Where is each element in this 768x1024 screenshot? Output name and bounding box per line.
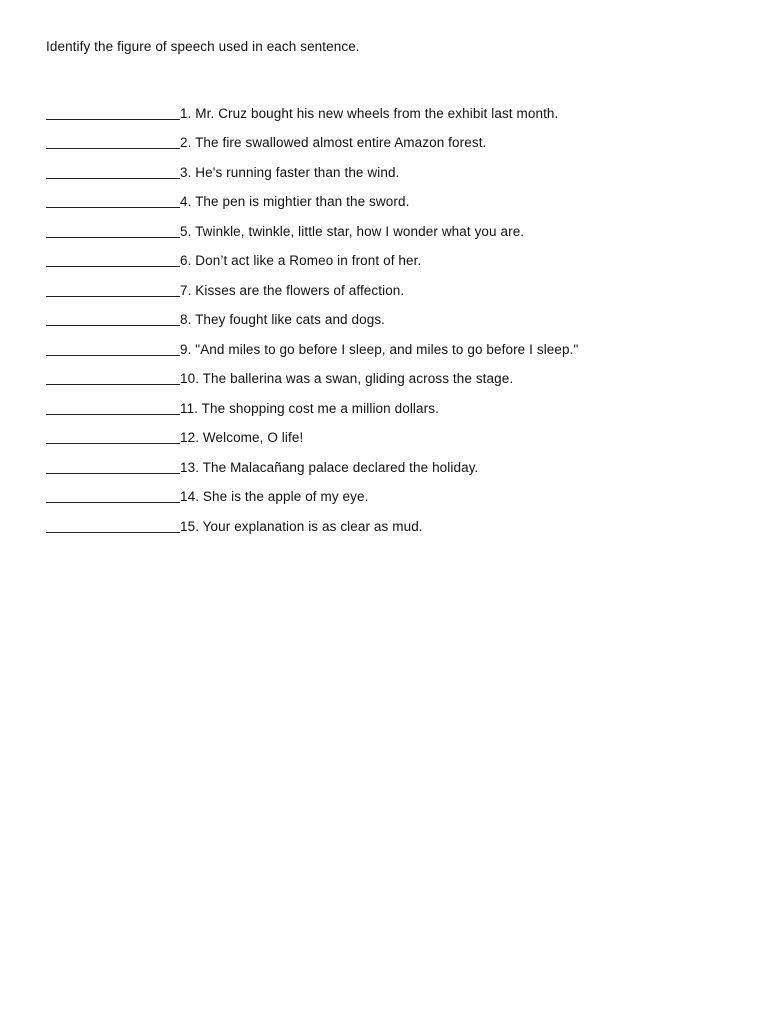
answer-blank[interactable] (46, 487, 180, 503)
question-list (46, 97, 726, 540)
question-item (46, 510, 726, 540)
question-text: 3. He's running faster than the wind. (180, 164, 400, 180)
question-text: 5. Twinkle, twinkle, little star, how I wonder what you are. (180, 223, 525, 239)
answer-blank[interactable] (46, 192, 180, 208)
question-text: 15. Your explanation is as clear as mud. (180, 518, 423, 534)
question-text: 7. Kisses are the flowers of affection. (180, 282, 405, 298)
question-text: 2. The fire swallowed almost entire Amazon forest. (180, 135, 487, 150)
question-item (46, 481, 726, 511)
question-text: 10. The ballerina was a swan, gliding across the stage. (180, 371, 514, 386)
question-text: 9. "And miles to go before I sleep, and miles to go before I sleep." (180, 341, 579, 357)
question-text: 4. The pen is mightier than the sword. (180, 194, 410, 209)
question-item (46, 363, 726, 393)
answer-blank[interactable] (46, 163, 180, 179)
question-text: 1. Mr. Cruz bought his new wheels from the exhibit last month. (180, 105, 559, 121)
question-text: 14. She is the apple of my eye. (180, 489, 369, 504)
question-item (46, 215, 726, 245)
question-item (46, 186, 726, 216)
question-item (46, 156, 726, 186)
question-item (46, 451, 726, 481)
question-item (46, 97, 726, 127)
question-text: 13. The Malacañang palace declared the holiday. (180, 459, 479, 475)
question-item (46, 392, 726, 422)
question-text: 12. Welcome, O life! (180, 430, 304, 445)
answer-blank[interactable] (46, 428, 180, 444)
answer-blank[interactable] (46, 399, 180, 415)
question-item (46, 304, 726, 334)
question-text: 8. They fought like cats and dogs. (180, 312, 386, 327)
answer-blank[interactable] (46, 133, 180, 149)
answer-blank[interactable] (46, 517, 180, 533)
question-item (46, 245, 726, 275)
question-item (46, 333, 726, 363)
answer-blank[interactable] (46, 222, 180, 238)
answer-blank[interactable] (46, 251, 180, 267)
question-item (46, 422, 726, 452)
question-text: 6. Don’t act like a Romeo in front of her. (180, 253, 422, 268)
question-item (46, 274, 726, 304)
answer-blank[interactable] (46, 340, 180, 356)
instructions-text: Identify the figure of speech used in each sentence. (46, 39, 360, 54)
answer-blank[interactable] (46, 458, 180, 474)
question-item (46, 127, 726, 157)
answer-blank[interactable] (46, 310, 180, 326)
answer-blank[interactable] (46, 104, 180, 120)
question-text: 11. The shopping cost me a million dollars. (180, 400, 439, 416)
answer-blank[interactable] (46, 281, 180, 297)
answer-blank[interactable] (46, 369, 180, 385)
